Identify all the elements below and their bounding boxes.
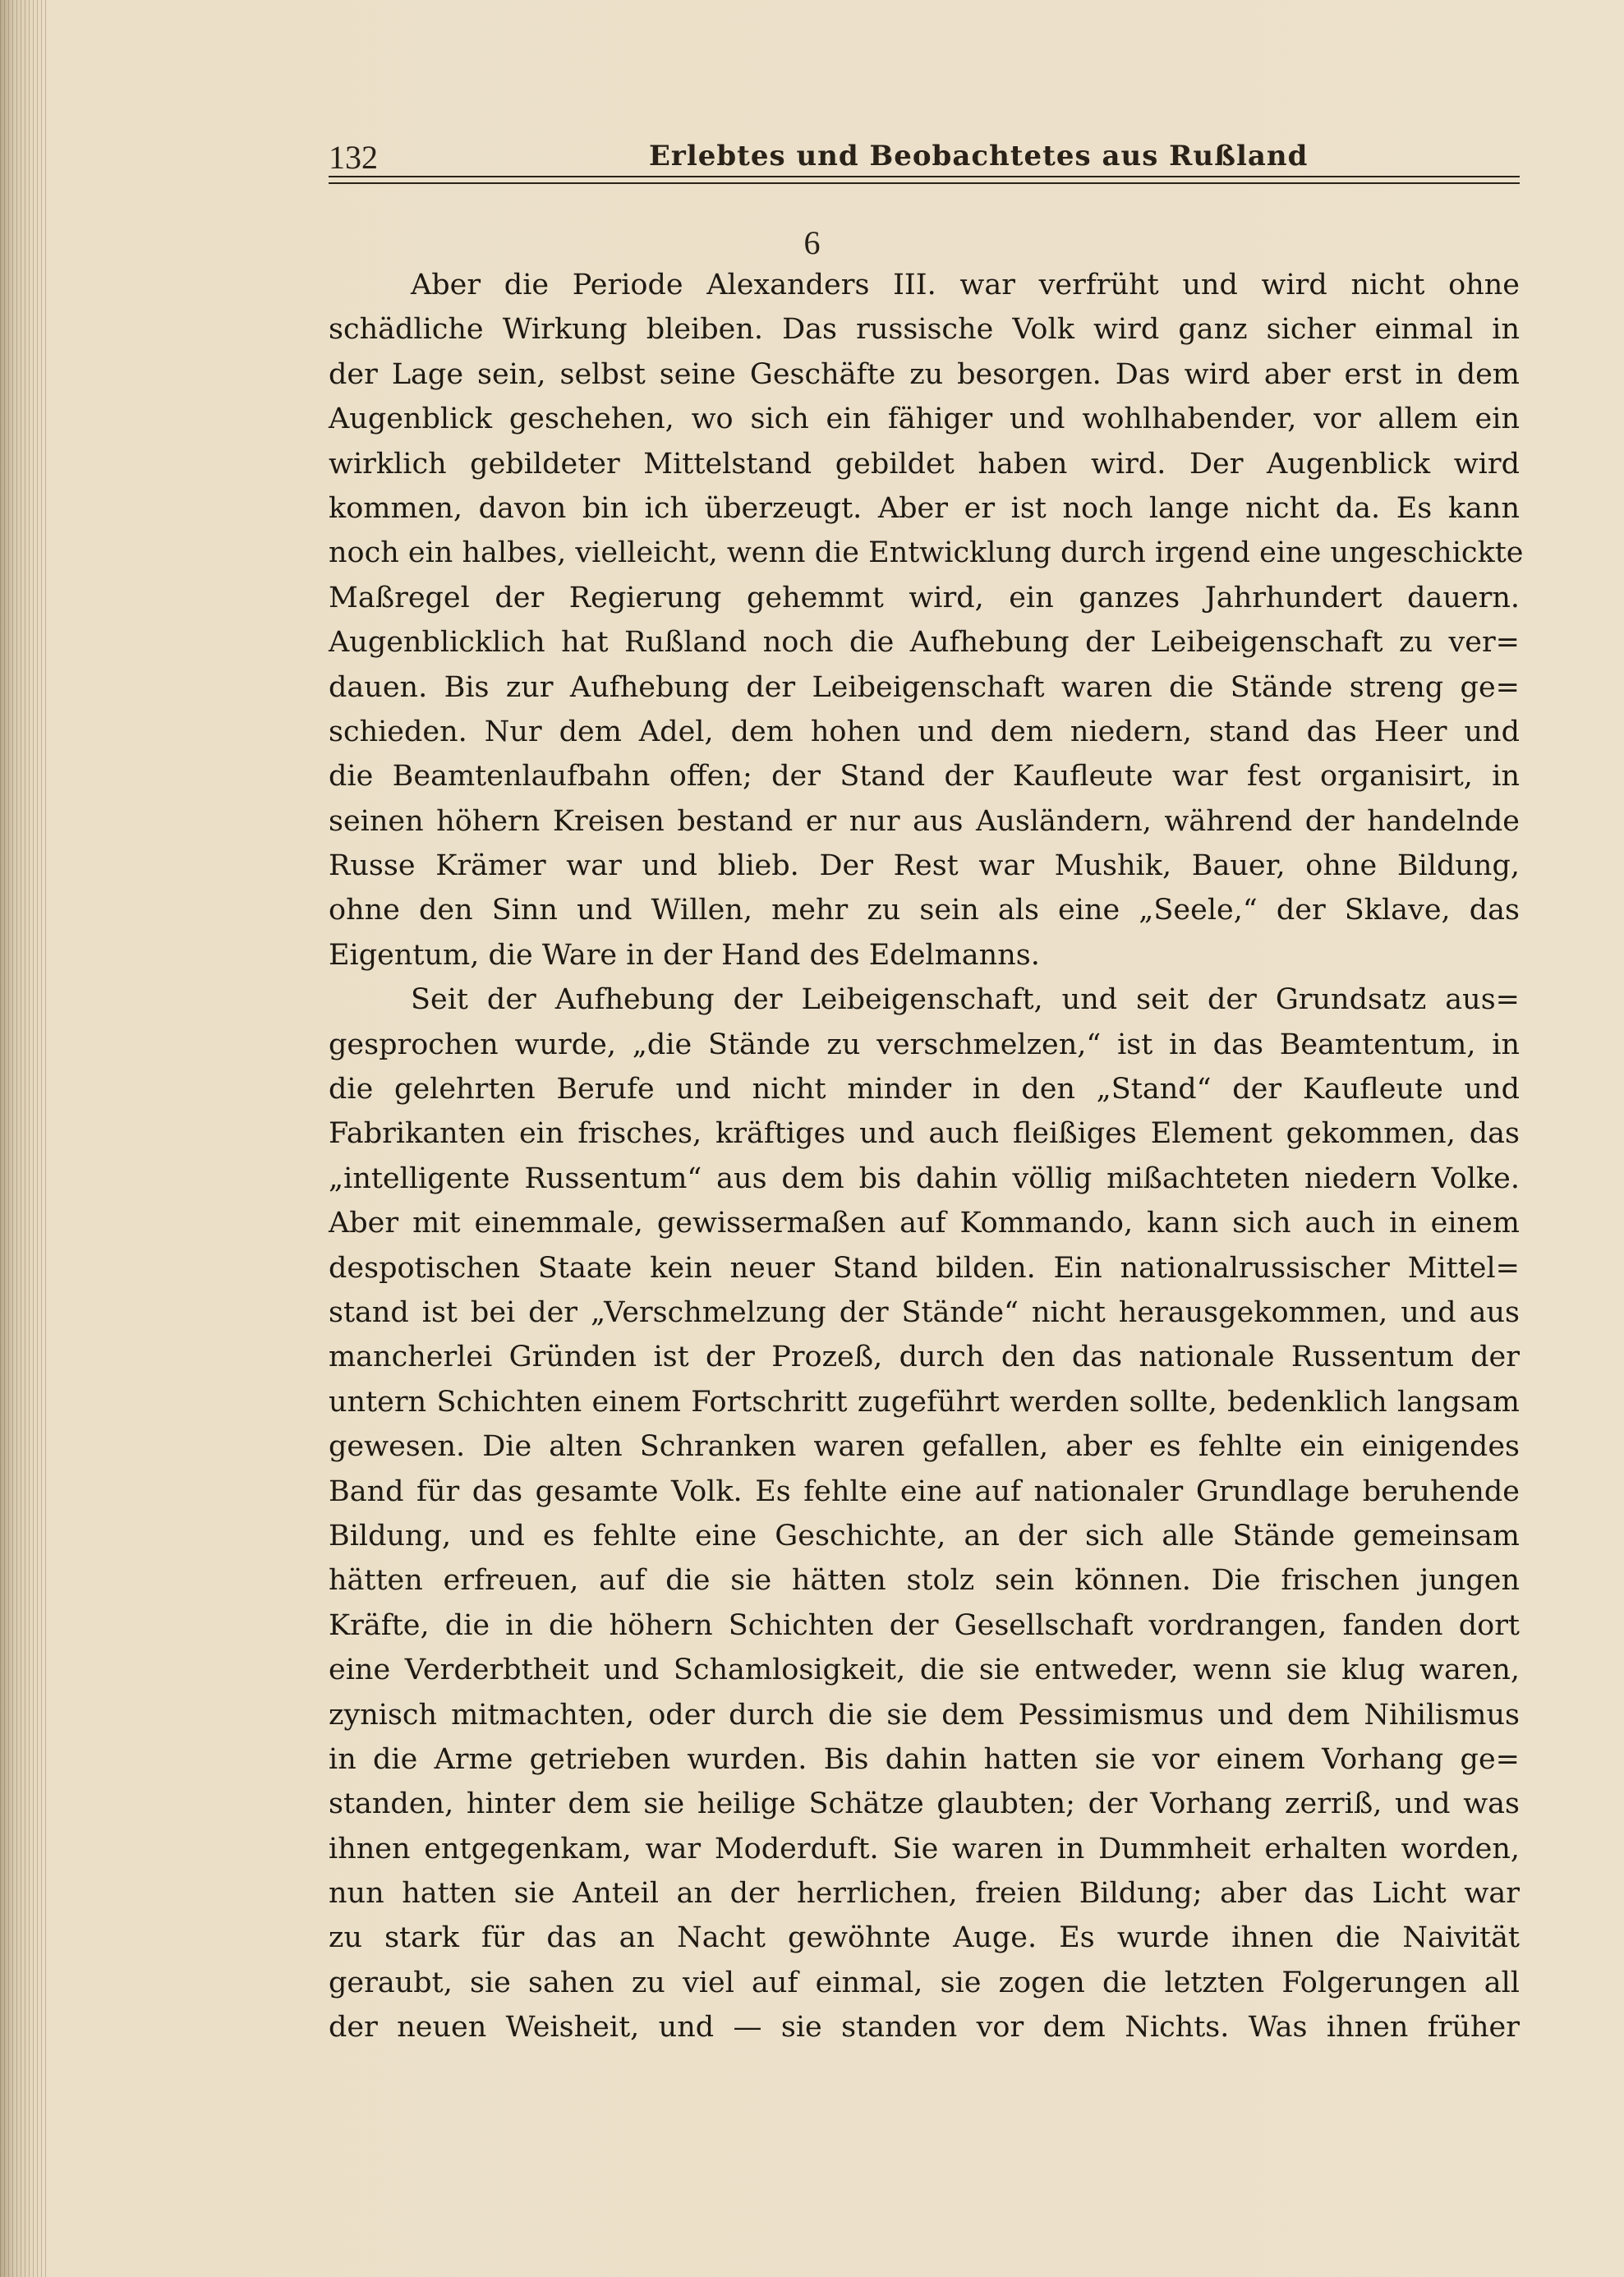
text-line: Eigentum, die Ware in der Hand des Edelmanns. [329, 938, 1040, 972]
text-line: nun hatten sie Anteil an der herrlichen, freien Bildung; aber das Licht war [329, 1877, 1520, 1911]
text-line: die Beamtenlaufbahn offen; der Stand der Kaufleute war fest organisirt, in [329, 760, 1520, 794]
text-line: noch ein halbes, vielleicht, wenn die Entwicklung durch irgend eine ungeschickte [329, 536, 1524, 570]
text-line: Aber die Periode Alexanders III. war verfrüht und wird nicht ohne [411, 269, 1520, 301]
text-line: Band für das gesamte Volk. Es fehlte eine auf nationaler Grundlage beruhende [329, 1474, 1520, 1508]
text-line: zu stark für das an Nacht gewöhnte Auge. Es wurde ihnen die Naivität [329, 1921, 1520, 1955]
text-line: ohne den Sinn und Willen, mehr zu sein als eine „Seele,“ der Sklave, das [329, 894, 1520, 927]
text-line: Seit der Aufhebung der Leibeigenschaft, und seit der Grundsatz aus= [411, 983, 1520, 1017]
text-line: wirklich gebildeter Mittelstand gebildet haben wird. Der Augenblick wird [329, 447, 1520, 481]
header-rule-bottom [329, 182, 1520, 184]
text-line: despotischen Staate kein neuer Stand bilden. Ein nationalrussischer Mittel= [329, 1251, 1520, 1285]
header-rule-top [329, 176, 1520, 177]
text-line: untern Schichten einem Fortschritt zugeführt werden sollte, bedenklich langsam [329, 1385, 1520, 1419]
text-line: ihnen entgegenkam, war Moderduft. Sie waren in Dummheit erhalten worden, [329, 1832, 1520, 1865]
text-line: kommen, davon bin ich überzeugt. Aber er ist noch lange nicht da. Es kann [329, 491, 1520, 525]
text-line: gesprochen wurde, „die Stände zu verschmelzen,“ ist in das Beamtentum, in [329, 1028, 1520, 1061]
text-line: „intelligente Russentum“ aus dem bis dahin völlig mißachteten niedern Volke. [329, 1162, 1520, 1195]
text-line: Bildung, und es fehlte eine Geschichte, an der sich alle Stände gemeinsam [329, 1519, 1520, 1552]
running-title: Erlebtes und Beobachtetes aus Rußland [649, 140, 1309, 172]
text-line: geraubt, sie sahen zu viel auf einmal, sie zogen die letzten Folgerungen all [329, 1966, 1520, 1999]
text-line: schieden. Nur dem Adel, dem hohen und dem niedern, stand das Heer und [329, 715, 1520, 748]
text-line: eine Verderbtheit und Schamlosigkeit, die sie entweder, wenn sie klug waren, [329, 1654, 1520, 1687]
text-line: der neuen Weisheit, und — sie standen vor dem Nichts. Was ihnen früher [329, 2011, 1520, 2045]
text-line: dauen. Bis zur Aufhebung der Leibeigenschaft waren die Stände streng ge= [329, 670, 1520, 704]
text-line: in die Arme getrieben wurden. Bis dahin hatten sie vor einem Vorhang ge= [329, 1742, 1520, 1776]
text-line: seinen höhern Kreisen bestand er nur aus Ausländern, während der handelnde [329, 804, 1520, 838]
text-line: zynisch mitmachten, oder durch die sie dem Pessimismus und dem Nihilismus [329, 1698, 1520, 1732]
text-line: Augenblick geschehen, wo sich ein fähiger und wohlhabender, vor allem ein [329, 402, 1520, 436]
text-line: stand ist bei der „Verschmelzung der Stände“ nicht herausgekommen, und aus [329, 1295, 1520, 1329]
text-line: Kräfte, die in die höhern Schichten der Gesellschaft vordrangen, fanden dort [329, 1608, 1520, 1642]
text-line: schädliche Wirkung bleiben. Das russische Volk wird ganz sicher einmal in [329, 313, 1520, 347]
text-line: Maßregel der Regierung gehemmt wird, ein ganzes Jahrhundert dauern. [329, 581, 1520, 614]
text-line: Augenblicklich hat Rußland noch die Aufhebung der Leibeigenschaft zu ver= [329, 626, 1520, 660]
text-line: mancherlei Gründen ist der Prozeß, durch den das nationale Russentum der [329, 1341, 1520, 1374]
text-line: Aber mit einemmale, gewissermaßen auf Kommando, kann sich auch in einem [329, 1207, 1520, 1240]
page-number: 132 [329, 139, 378, 176]
text-line: der Lage sein, selbst seine Geschäfte zu besorgen. Das wird aber erst in dem [329, 357, 1520, 391]
text-line: standen, hinter dem sie heilige Schätze glaubten; der Vorhang zerriß, und was [329, 1787, 1520, 1821]
page-edge-shadow [0, 0, 49, 2277]
section-number: 6 [803, 224, 821, 261]
text-line: Russe Krämer war und blieb. Der Rest war Mushik, Bauer, ohne Bildung, [329, 849, 1520, 883]
text-line: die gelehrten Berufe und nicht minder in den „Stand“ der Kaufleute und [329, 1073, 1520, 1106]
text-line: hätten erfreuen, auf die sie hätten stolz sein können. Die frischen jungen [329, 1564, 1520, 1598]
text-line: gewesen. Die alten Schranken waren gefallen, aber es fehlte ein einigendes [329, 1430, 1520, 1464]
body-text [329, 263, 1524, 2050]
text-line: Fabrikanten ein frisches, kräftiges und auch fleißiges Element gekommen, das [329, 1117, 1520, 1151]
